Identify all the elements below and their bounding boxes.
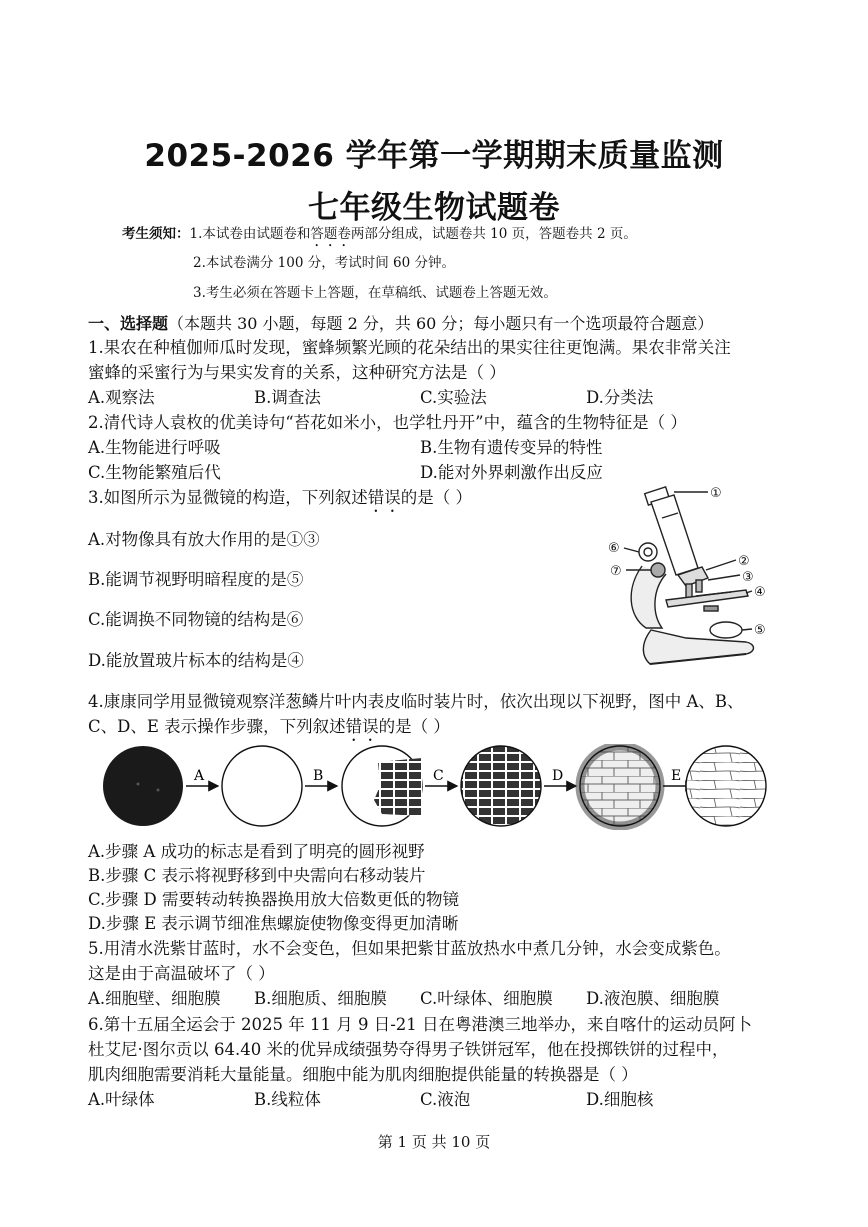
emphasis-answer-sheet: 答题卷 (310, 226, 351, 242)
q3-option-d: D.能放置玻片标本的结构是④ (88, 651, 304, 670)
step-label-d: D (552, 768, 564, 784)
q3-option-a: A.对物像具有放大作用的是①③ (88, 530, 320, 549)
view-dark (103, 746, 183, 826)
emphasis-wrong: 错误 (345, 717, 379, 736)
section-heading: 一、选择题（本题共 30 小题，每题 2 分，共 60 分；每小题只有一个选项最符合题意） (88, 314, 714, 333)
q6-option-a: A.叶绿体 (88, 1090, 155, 1109)
q2-option-c: C.生物能繁殖后代 (88, 463, 221, 482)
notice-line-2: 2.本试卷满分 100 分，考试时间 60 分钟。 (193, 255, 455, 271)
exam-title: 2025-2026 学年第一学期期末质量监测 (144, 138, 724, 174)
notice-line-1: 考生须知：1.本试卷由试题卷和答题卷两部分组成，试题卷共 10 页，答题卷共 2 页。 (122, 226, 637, 242)
q5-option-a: A.细胞壁、细胞膜 (88, 989, 221, 1008)
step-label-e: E (671, 768, 682, 784)
q5-option-d: D.液泡膜、细胞膜 (586, 989, 720, 1008)
q2-option-b: B.生物有遗传变异的特性 (420, 438, 603, 457)
q4-stem-1: 4.康康同学用显微镜观察洋葱鳞片叶内表皮临时装片时，依次出现以下视野，图中 A、B、 (88, 692, 744, 711)
q1-option-a: A.观察法 (88, 388, 155, 407)
q3-option-b: B.能调节视野明暗程度的是⑤ (88, 570, 304, 589)
step-label-a: A (194, 768, 205, 784)
q1-option-c: C.实验法 (420, 388, 487, 407)
q2-stem: 2.清代诗人袁枚的优美诗句“苔花如米小，也学牡丹开”中，蕴含的生物特征是（ ） (88, 413, 687, 432)
label-5: ⑤ (754, 623, 766, 638)
notice-line-3: 3.考生必须在答题卡上答题，在草稿纸、试题卷上答题无效。 (193, 285, 557, 301)
label-2: ② (738, 554, 750, 569)
q3-option-c: C.能调换不同物镜的结构是⑥ (88, 610, 304, 629)
q1-option-b: B.调查法 (254, 388, 321, 407)
q4-option-c: C.步骤 D 需要转动转换器换用放大倍数更低的物镜 (88, 890, 460, 909)
label-6: ⑥ (608, 541, 620, 556)
q6-option-d: D.细胞核 (586, 1090, 654, 1109)
q5-option-b: B.细胞质、细胞膜 (254, 989, 387, 1008)
label-7: ⑦ (610, 564, 622, 579)
q6-option-c: C.液泡 (420, 1090, 471, 1109)
q6-stem-2: 杜艾尼·图尔贡以 64.40 米的优异成绩强势夺得男子铁饼冠军，他在投掷铁饼的过程中， (88, 1040, 729, 1059)
q6-stem-3: 肌肉细胞需要消耗大量能量。细胞中能为肌肉细胞提供能量的转换器是（ ） (88, 1065, 638, 1084)
q4-option-d: D.步骤 E 表示调节细准焦螺旋使物像变得更加清晰 (88, 914, 459, 933)
q6-stem-1: 6.第十五届全运会于 2025 年 11 月 9 日-21 日在粤港澳三地举办，来自喀什的运动员阿卜 (88, 1015, 753, 1034)
q1-stem-1: 1.果农在种植伽师瓜时发现，蜜蜂频繁光顾的花朵结出的果实往往更饱满。果农非常关注 (88, 338, 731, 357)
notice-label: 考生须知： (122, 226, 190, 242)
q2-option-a: A.生物能进行呼吸 (88, 438, 221, 457)
q4-option-a: A.步骤 A 成功的标志是看到了明亮的圆形视野 (88, 842, 425, 861)
microscope-views-figure (100, 744, 770, 830)
q4-stem-2: C、D、E 表示操作步骤，下列叙述错误的是（ ） (88, 717, 450, 736)
view-bright (222, 746, 302, 826)
q1-option-d: D.分类法 (586, 388, 654, 407)
q1-stem-2: 蜜蜂的采蜜行为与果实发育的关系，这种研究方法是（ ） (88, 363, 506, 382)
step-label-c: C (433, 768, 444, 784)
page-number: 第 1 页 共 10 页 (377, 1133, 491, 1151)
q2-option-d: D.能对外界刺激作出反应 (420, 463, 603, 482)
q4-option-b: B.步骤 C 表示将视野移到中央需向右移动装片 (88, 866, 426, 885)
exam-subtitle: 七年级生物试题卷 (308, 190, 560, 226)
q3-stem: 3.如图所示为显微镜的构造，下列叙述错误的是（ ） (88, 488, 472, 507)
q5-option-c: C.叶绿体、细胞膜 (420, 989, 553, 1008)
q5-stem-1: 5.用清水洗紫甘蓝时，水不会变色，但如果把紫甘蓝放热水中煮几分钟，水会变成紫色。 (88, 939, 731, 958)
label-1: ① (710, 486, 722, 501)
q6-option-b: B.线粒体 (254, 1090, 321, 1109)
label-4: ④ (754, 585, 766, 600)
q5-stem-2: 这是由于高温破坏了（ ） (88, 964, 275, 983)
step-label-b: B (313, 768, 324, 784)
label-3: ③ (742, 570, 754, 585)
emphasis-wrong: 错误 (367, 488, 401, 507)
microscope-figure (596, 478, 780, 674)
